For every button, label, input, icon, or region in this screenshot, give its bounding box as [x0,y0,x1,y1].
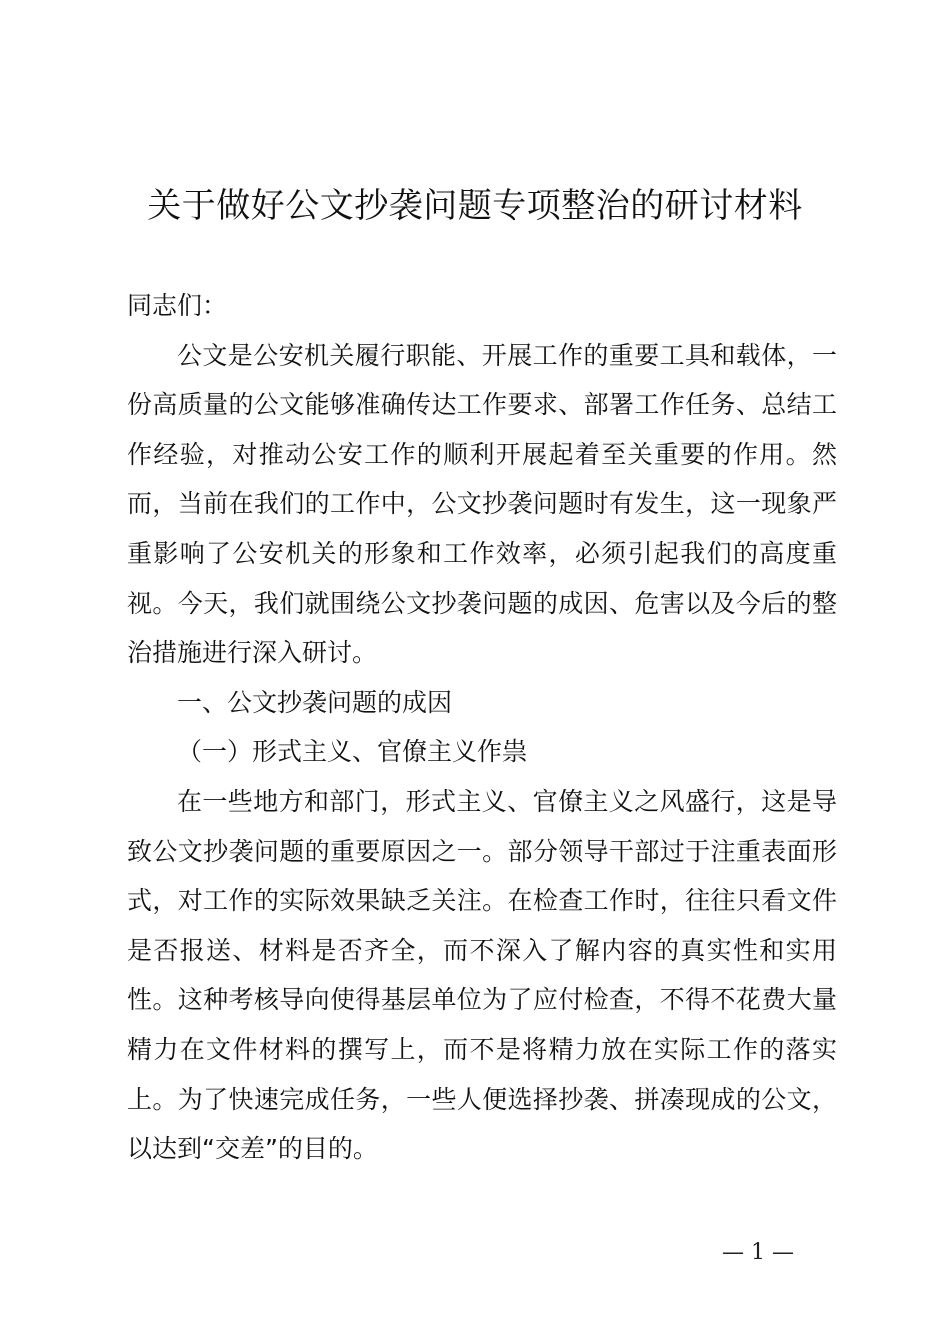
document-body [127,281,837,1174]
page-number: — 1 — [722,1240,794,1265]
document-title: 关于做好公文抄袭问题专项整治的研讨材料 [147,186,803,226]
section-heading: 一、公文抄袭问题的成因 [177,687,453,717]
salutation: 同志们： [127,291,228,320]
intro-paragraph: 公文是公安机关履行职能、开展工作的重要工具和载体，一份高质量的公文能够准确传达工作要求、部署工作任务、总结工作经验，对推动公安工作的顺利开展起着至关重要的作用。然而，当前在我们的工作中，公文抄袭问题时有发生，这一现象严重影响了公安机关的形象和工作效率，必须引起我们的高度重视。今天，我们就围绕公文抄袭问题的成因、危害以及今后的整治措施进行深入研讨。 [127,340,837,668]
body-paragraph: 在一些地方和部门，形式主义、官僚主义之风盛行，这是导致公文抄袭问题的重要原因之一。部分领导干部过于注重表面形式，对工作的实际效果缺乏关注。在检查工作时，往往只看文件是否报送、材料是否齐全，而不深入了解内容的真实性和实用性。这种考核导向使得基层单位为了应付检查，不得不花费大量精力在文件材料的撰写上，而不是将精力放在实际工作的落实上。为了快速完成任务，一些人便选择抄袭、拼凑现成的公文，以达到“交差”的目的。 [127,786,837,1164]
subsection-heading: （一）形式主义、官僚主义作祟 [177,737,528,767]
